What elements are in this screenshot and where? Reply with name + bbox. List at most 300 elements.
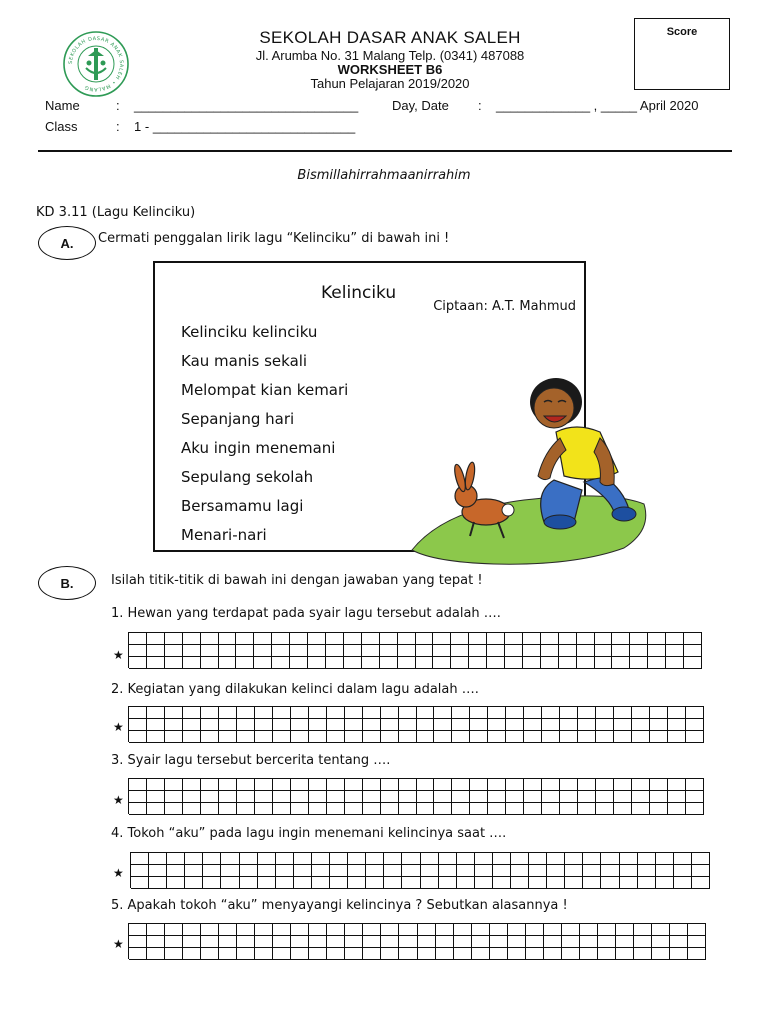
grid-cell[interactable] [614, 803, 632, 815]
grid-cell[interactable] [291, 924, 309, 936]
grid-cell[interactable] [258, 877, 276, 889]
grid-cell[interactable] [149, 853, 167, 865]
grid-cell[interactable] [508, 936, 526, 948]
grid-cell[interactable] [488, 731, 506, 743]
grid-cell[interactable] [632, 731, 650, 743]
grid-cell[interactable] [326, 657, 344, 669]
grid-cell[interactable] [381, 707, 399, 719]
grid-cell[interactable] [290, 645, 308, 657]
grid-cell[interactable] [560, 731, 578, 743]
grid-cell[interactable] [487, 657, 505, 669]
grid-cell[interactable] [291, 948, 309, 960]
grid-cell[interactable] [398, 657, 416, 669]
grid-cell[interactable] [129, 936, 147, 948]
grid-cell[interactable] [399, 924, 417, 936]
answer-grid-2[interactable] [128, 706, 704, 742]
grid-cell[interactable] [684, 645, 702, 657]
grid-cell[interactable] [147, 779, 165, 791]
grid-cell[interactable] [294, 877, 312, 889]
grid-cell[interactable] [183, 657, 201, 669]
grid-cell[interactable] [652, 936, 670, 948]
grid-cell[interactable] [165, 936, 183, 948]
grid-cell[interactable] [309, 779, 327, 791]
grid-cell[interactable] [201, 731, 219, 743]
grid-cell[interactable] [327, 791, 345, 803]
grid-cell[interactable] [129, 707, 147, 719]
grid-cell[interactable] [201, 779, 219, 791]
grid-cell[interactable] [219, 707, 237, 719]
grid-cell[interactable] [614, 791, 632, 803]
grid-cell[interactable] [632, 707, 650, 719]
grid-cell[interactable] [542, 791, 560, 803]
grid-cell[interactable] [201, 633, 219, 645]
grid-cell[interactable] [634, 924, 652, 936]
grid-cell[interactable] [684, 657, 702, 669]
grid-cell[interactable] [183, 633, 201, 645]
grid-cell[interactable] [650, 791, 668, 803]
grid-cell[interactable] [236, 633, 254, 645]
grid-cell[interactable] [309, 791, 327, 803]
grid-cell[interactable] [402, 865, 420, 877]
grid-cell[interactable] [686, 707, 704, 719]
grid-cell[interactable] [291, 707, 309, 719]
grid-cell[interactable] [345, 924, 363, 936]
grid-cell[interactable] [201, 657, 219, 669]
grid-cell[interactable] [291, 731, 309, 743]
grid-cell[interactable] [601, 877, 619, 889]
grid-cell[interactable] [560, 719, 578, 731]
grid-cell[interactable] [240, 865, 258, 877]
grid-cell[interactable] [309, 707, 327, 719]
grid-cell[interactable] [692, 877, 710, 889]
grid-cell[interactable] [436, 924, 454, 936]
grid-cell[interactable] [327, 731, 345, 743]
grid-cell[interactable] [131, 877, 149, 889]
grid-cell[interactable] [601, 865, 619, 877]
grid-cell[interactable] [219, 633, 237, 645]
grid-cell[interactable] [344, 645, 362, 657]
grid-cell[interactable] [183, 803, 201, 815]
grid-cell[interactable] [416, 633, 434, 645]
grid-cell[interactable] [149, 877, 167, 889]
grid-cell[interactable] [185, 877, 203, 889]
grid-cell[interactable] [381, 936, 399, 948]
grid-cell[interactable] [237, 719, 255, 731]
grid-cell[interactable] [487, 633, 505, 645]
grid-cell[interactable] [493, 853, 511, 865]
grid-cell[interactable] [688, 936, 706, 948]
grid-cell[interactable] [469, 645, 487, 657]
grid-cell[interactable] [362, 645, 380, 657]
grid-cell[interactable] [380, 645, 398, 657]
grid-cell[interactable] [614, 719, 632, 731]
grid-cell[interactable] [541, 657, 559, 669]
grid-cell[interactable] [183, 924, 201, 936]
grid-cell[interactable] [595, 633, 613, 645]
answer-grid-3[interactable] [128, 778, 704, 814]
grid-cell[interactable] [596, 707, 614, 719]
grid-cell[interactable] [165, 719, 183, 731]
grid-cell[interactable] [559, 645, 577, 657]
grid-cell[interactable] [418, 936, 436, 948]
grid-cell[interactable] [219, 731, 237, 743]
grid-cell[interactable] [291, 803, 309, 815]
grid-cell[interactable] [381, 791, 399, 803]
grid-cell[interactable] [165, 645, 183, 657]
grid-cell[interactable] [399, 803, 417, 815]
grid-cell[interactable] [656, 853, 674, 865]
grid-cell[interactable] [434, 719, 452, 731]
grid-cell[interactable] [598, 948, 616, 960]
grid-cell[interactable] [273, 719, 291, 731]
grid-cell[interactable] [309, 803, 327, 815]
grid-cell[interactable] [183, 936, 201, 948]
grid-cell[interactable] [524, 791, 542, 803]
grid-cell[interactable] [598, 924, 616, 936]
grid-cell[interactable] [129, 645, 147, 657]
grid-cell[interactable] [363, 779, 381, 791]
grid-cell[interactable] [326, 633, 344, 645]
grid-cell[interactable] [544, 924, 562, 936]
grid-cell[interactable] [505, 633, 523, 645]
grid-cell[interactable] [219, 936, 237, 948]
grid-cell[interactable] [330, 877, 348, 889]
grid-cell[interactable] [240, 853, 258, 865]
grid-cell[interactable] [129, 633, 147, 645]
grid-cell[interactable] [596, 731, 614, 743]
grid-cell[interactable] [129, 803, 147, 815]
grid-cell[interactable] [454, 924, 472, 936]
grid-cell[interactable] [362, 633, 380, 645]
grid-cell[interactable] [147, 803, 165, 815]
grid-cell[interactable] [452, 731, 470, 743]
grid-cell[interactable] [363, 924, 381, 936]
grid-cell[interactable] [276, 877, 294, 889]
grid-cell[interactable] [418, 948, 436, 960]
grid-cell[interactable] [183, 731, 201, 743]
grid-cell[interactable] [147, 948, 165, 960]
grid-cell[interactable] [632, 803, 650, 815]
grid-cell[interactable] [201, 924, 219, 936]
grid-cell[interactable] [348, 853, 366, 865]
grid-cell[interactable] [616, 924, 634, 936]
grid-cell[interactable] [399, 936, 417, 948]
grid-cell[interactable] [632, 719, 650, 731]
grid-cell[interactable] [291, 791, 309, 803]
grid-cell[interactable] [542, 779, 560, 791]
class-field[interactable]: : 1 - ____________________________ [116, 119, 356, 134]
grid-cell[interactable] [203, 865, 221, 877]
grid-cell[interactable] [451, 657, 469, 669]
grid-cell[interactable] [688, 948, 706, 960]
grid-cell[interactable] [348, 877, 366, 889]
grid-cell[interactable] [511, 853, 529, 865]
grid-cell[interactable] [254, 645, 272, 657]
grid-cell[interactable] [547, 853, 565, 865]
grid-cell[interactable] [506, 779, 524, 791]
grid-cell[interactable] [345, 948, 363, 960]
grid-cell[interactable] [452, 791, 470, 803]
grid-cell[interactable] [276, 865, 294, 877]
grid-cell[interactable] [201, 645, 219, 657]
grid-cell[interactable] [201, 719, 219, 731]
grid-cell[interactable] [381, 779, 399, 791]
grid-cell[interactable] [686, 719, 704, 731]
grid-cell[interactable] [399, 731, 417, 743]
grid-cell[interactable] [147, 731, 165, 743]
grid-cell[interactable] [421, 865, 439, 877]
answer-grid-1[interactable] [128, 632, 702, 668]
grid-cell[interactable] [147, 924, 165, 936]
grid-cell[interactable] [529, 877, 547, 889]
grid-cell[interactable] [630, 633, 648, 645]
grid-cell[interactable] [398, 645, 416, 657]
grid-cell[interactable] [149, 865, 167, 877]
grid-cell[interactable] [380, 657, 398, 669]
grid-cell[interactable] [167, 877, 185, 889]
grid-cell[interactable] [402, 877, 420, 889]
grid-cell[interactable] [366, 865, 384, 877]
grid-cell[interactable] [327, 779, 345, 791]
grid-cell[interactable] [165, 633, 183, 645]
grid-cell[interactable] [434, 731, 452, 743]
grid-cell[interactable] [183, 645, 201, 657]
grid-cell[interactable] [258, 853, 276, 865]
grid-cell[interactable] [692, 865, 710, 877]
grid-cell[interactable] [219, 948, 237, 960]
grid-cell[interactable] [666, 633, 684, 645]
grid-cell[interactable] [674, 865, 692, 877]
grid-cell[interactable] [488, 803, 506, 815]
grid-cell[interactable] [345, 731, 363, 743]
grid-cell[interactable] [559, 633, 577, 645]
grid-cell[interactable] [255, 779, 273, 791]
grid-cell[interactable] [472, 936, 490, 948]
grid-cell[interactable] [439, 853, 457, 865]
grid-cell[interactable] [560, 803, 578, 815]
grid-cell[interactable] [417, 731, 435, 743]
grid-cell[interactable] [399, 791, 417, 803]
grid-cell[interactable] [308, 633, 326, 645]
grid-cell[interactable] [344, 657, 362, 669]
grid-cell[interactable] [291, 719, 309, 731]
grid-cell[interactable] [596, 803, 614, 815]
grid-cell[interactable] [616, 948, 634, 960]
grid-cell[interactable] [524, 803, 542, 815]
grid-cell[interactable] [417, 707, 435, 719]
grid-cell[interactable] [511, 865, 529, 877]
grid-cell[interactable] [674, 853, 692, 865]
grid-cell[interactable] [312, 853, 330, 865]
grid-cell[interactable] [309, 719, 327, 731]
grid-cell[interactable] [508, 924, 526, 936]
grid-cell[interactable] [273, 731, 291, 743]
grid-cell[interactable] [345, 936, 363, 948]
grid-cell[interactable] [273, 948, 291, 960]
grid-cell[interactable] [630, 645, 648, 657]
grid-cell[interactable] [421, 853, 439, 865]
grid-cell[interactable] [183, 948, 201, 960]
grid-cell[interactable] [434, 779, 452, 791]
grid-cell[interactable] [165, 948, 183, 960]
grid-cell[interactable] [183, 791, 201, 803]
grid-cell[interactable] [652, 948, 670, 960]
grid-cell[interactable] [666, 657, 684, 669]
grid-cell[interactable] [506, 791, 524, 803]
grid-cell[interactable] [638, 853, 656, 865]
grid-cell[interactable] [630, 657, 648, 669]
grid-cell[interactable] [165, 803, 183, 815]
grid-cell[interactable] [542, 731, 560, 743]
grid-cell[interactable] [165, 924, 183, 936]
grid-cell[interactable] [327, 803, 345, 815]
grid-cell[interactable] [327, 936, 345, 948]
grid-cell[interactable] [384, 865, 402, 877]
grid-cell[interactable] [219, 924, 237, 936]
grid-cell[interactable] [384, 877, 402, 889]
grid-cell[interactable] [201, 791, 219, 803]
grid-cell[interactable] [475, 877, 493, 889]
grid-cell[interactable] [129, 731, 147, 743]
grid-cell[interactable] [434, 803, 452, 815]
day-date-field[interactable]: : _____________ , _____ April 2020 [478, 98, 699, 113]
grid-cell[interactable] [129, 657, 147, 669]
grid-cell[interactable] [272, 645, 290, 657]
grid-cell[interactable] [236, 645, 254, 657]
grid-cell[interactable] [470, 791, 488, 803]
grid-cell[interactable] [131, 853, 149, 865]
grid-cell[interactable] [668, 707, 686, 719]
grid-cell[interactable] [612, 645, 630, 657]
grid-cell[interactable] [417, 791, 435, 803]
grid-cell[interactable] [542, 707, 560, 719]
grid-cell[interactable] [526, 936, 544, 948]
grid-cell[interactable] [237, 936, 255, 948]
grid-cell[interactable] [668, 731, 686, 743]
grid-cell[interactable] [255, 791, 273, 803]
grid-cell[interactable] [237, 779, 255, 791]
grid-cell[interactable] [129, 719, 147, 731]
grid-cell[interactable] [147, 707, 165, 719]
grid-cell[interactable] [472, 924, 490, 936]
grid-cell[interactable] [470, 719, 488, 731]
grid-cell[interactable] [542, 803, 560, 815]
grid-cell[interactable] [237, 731, 255, 743]
grid-cell[interactable] [612, 633, 630, 645]
grid-cell[interactable] [529, 853, 547, 865]
grid-cell[interactable] [416, 657, 434, 669]
grid-cell[interactable] [670, 948, 688, 960]
grid-cell[interactable] [614, 779, 632, 791]
grid-cell[interactable] [529, 865, 547, 877]
grid-cell[interactable] [472, 948, 490, 960]
grid-cell[interactable] [381, 803, 399, 815]
grid-cell[interactable] [523, 657, 541, 669]
grid-cell[interactable] [330, 865, 348, 877]
grid-cell[interactable] [650, 719, 668, 731]
grid-cell[interactable] [490, 948, 508, 960]
grid-cell[interactable] [452, 779, 470, 791]
grid-cell[interactable] [272, 657, 290, 669]
grid-cell[interactable] [399, 948, 417, 960]
grid-cell[interactable] [399, 707, 417, 719]
grid-cell[interactable] [565, 865, 583, 877]
grid-cell[interactable] [255, 924, 273, 936]
grid-cell[interactable] [308, 657, 326, 669]
grid-cell[interactable] [273, 779, 291, 791]
grid-cell[interactable] [562, 948, 580, 960]
grid-cell[interactable] [402, 853, 420, 865]
grid-cell[interactable] [129, 791, 147, 803]
grid-cell[interactable] [433, 657, 451, 669]
grid-cell[interactable] [562, 924, 580, 936]
grid-cell[interactable] [381, 719, 399, 731]
grid-cell[interactable] [524, 731, 542, 743]
grid-cell[interactable] [505, 645, 523, 657]
grid-cell[interactable] [648, 645, 666, 657]
grid-cell[interactable] [147, 645, 165, 657]
grid-cell[interactable] [326, 645, 344, 657]
grid-cell[interactable] [237, 924, 255, 936]
grid-cell[interactable] [433, 645, 451, 657]
grid-cell[interactable] [273, 924, 291, 936]
grid-cell[interactable] [490, 936, 508, 948]
grid-cell[interactable] [470, 803, 488, 815]
grid-cell[interactable] [294, 853, 312, 865]
grid-cell[interactable] [255, 707, 273, 719]
grid-cell[interactable] [674, 877, 692, 889]
grid-cell[interactable] [255, 731, 273, 743]
grid-cell[interactable] [578, 803, 596, 815]
grid-cell[interactable] [201, 948, 219, 960]
grid-cell[interactable] [417, 719, 435, 731]
grid-cell[interactable] [488, 791, 506, 803]
grid-cell[interactable] [366, 877, 384, 889]
grid-cell[interactable] [273, 707, 291, 719]
grid-cell[interactable] [309, 948, 327, 960]
grid-cell[interactable] [652, 924, 670, 936]
grid-cell[interactable] [131, 865, 149, 877]
grid-cell[interactable] [670, 924, 688, 936]
grid-cell[interactable] [686, 791, 704, 803]
grid-cell[interactable] [167, 853, 185, 865]
grid-cell[interactable] [129, 924, 147, 936]
grid-cell[interactable] [348, 865, 366, 877]
grid-cell[interactable] [493, 877, 511, 889]
grid-cell[interactable] [434, 791, 452, 803]
grid-cell[interactable] [506, 719, 524, 731]
grid-cell[interactable] [273, 803, 291, 815]
grid-cell[interactable] [620, 853, 638, 865]
grid-cell[interactable] [185, 853, 203, 865]
grid-cell[interactable] [457, 877, 475, 889]
grid-cell[interactable] [452, 719, 470, 731]
grid-cell[interactable] [596, 719, 614, 731]
grid-cell[interactable] [656, 865, 674, 877]
grid-cell[interactable] [345, 719, 363, 731]
grid-cell[interactable] [524, 719, 542, 731]
grid-cell[interactable] [345, 803, 363, 815]
grid-cell[interactable] [345, 791, 363, 803]
grid-cell[interactable] [398, 633, 416, 645]
grid-cell[interactable] [327, 719, 345, 731]
grid-cell[interactable] [201, 936, 219, 948]
grid-cell[interactable] [505, 657, 523, 669]
grid-cell[interactable] [363, 948, 381, 960]
grid-cell[interactable] [183, 779, 201, 791]
grid-cell[interactable] [399, 779, 417, 791]
grid-cell[interactable] [201, 803, 219, 815]
